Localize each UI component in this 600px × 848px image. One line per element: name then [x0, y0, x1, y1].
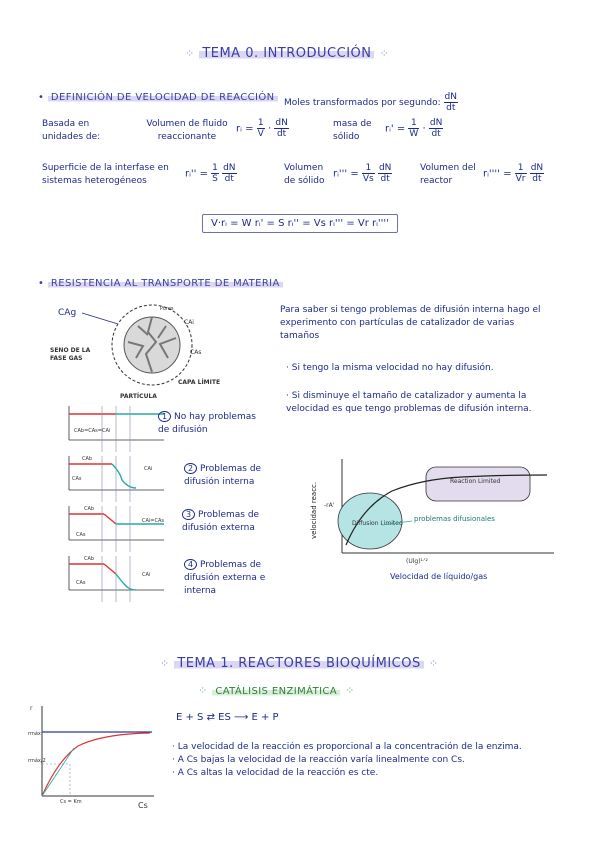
case-4-text [184, 558, 279, 598]
particula-label: PARTÍCULA [120, 393, 157, 400]
mm-curve [42, 733, 150, 796]
case-1-number: 1 [158, 411, 171, 422]
cai-label: CAi [184, 319, 194, 326]
case-2-text [184, 462, 274, 489]
frac-num: 1 [257, 118, 264, 128]
sparkle-icon: ⁘ [185, 47, 195, 60]
frac-num: dN [530, 163, 544, 173]
frac-dndt [429, 118, 443, 139]
masa-solido-label: masa de sólido [333, 119, 372, 142]
frac-dndt [530, 163, 544, 184]
mm-cs-label: Cs [138, 801, 148, 810]
tema1-title: TEMA 1. REACTORES BIOQUÍMICOS [174, 656, 423, 671]
frac-num: 1 [408, 118, 419, 129]
vol-solido-label: Volumen de sólido [284, 163, 325, 186]
graph-ra-label: -rA' [324, 502, 335, 509]
frac-num: dN [275, 118, 288, 128]
formula-rvs [333, 163, 392, 184]
seno-fase-gas-label: SENO DE LA FASE GAS [50, 347, 91, 362]
formula-rw: rᵢ' = $\frac{1}{W}$ · $\frac{dN}{dt}$ [385, 118, 443, 139]
tema1-subtitle-block [198, 679, 354, 698]
profile-case-1 [69, 406, 164, 452]
frac-den: dt [276, 129, 287, 139]
sparkle-icon: ⁘ [198, 684, 208, 697]
enzyme-bullet-list [172, 741, 592, 780]
section-resistencia-label: RESISTENCIA AL TRANSPORTE DE MATERIA [48, 278, 283, 289]
enzyme-bullet-1-text: La velocidad de la reacción es proporcional a la concentración de la enzima. [177, 742, 522, 752]
bullet-1-text: Si tengo la misma velocidad no hay difusión. [291, 363, 494, 373]
frac-den: dt [532, 174, 542, 184]
frac-1-w [408, 118, 419, 139]
frac-1-vs [362, 163, 375, 184]
section-resistencia-title [38, 278, 283, 289]
frac-num: 1 [212, 163, 218, 173]
case3-label-3: CAs [76, 532, 86, 538]
section-velocidad-title [38, 92, 278, 103]
moles-label [284, 92, 458, 113]
bullet-2-text: Si disminuye el tamaño de catalizador y aumenta la velocidad es que tengo problemas de difusión interna. [286, 391, 532, 414]
bullet-icon: · [286, 363, 289, 373]
case-2-number: 2 [184, 463, 197, 474]
frac-num: dN [378, 163, 392, 173]
frac-den: S [212, 174, 218, 184]
bullet-icon: • [38, 92, 45, 103]
case3-label-1: CAb [84, 506, 95, 512]
frac-den: dt [224, 174, 234, 184]
case-4-label: Problemas de difusión externa e interna [184, 560, 266, 596]
bullet-icon: • [38, 278, 45, 289]
bullet-icon: · [286, 391, 289, 401]
bullet-icon: · [172, 768, 175, 778]
enzyme-bullet-3 [172, 767, 592, 780]
diffusion-limited-label: Diffusion Limited [352, 520, 403, 527]
problemas-label: problemas difusionales [414, 515, 495, 523]
frac-den: V [257, 129, 264, 139]
capa-limite-label: CAPA LÍMITE [178, 379, 221, 386]
vol-reactor-label: Volumen del reactor [420, 163, 476, 186]
enzyme-bullet-1 [172, 741, 592, 754]
mm-km-label: Cs = Km [60, 799, 82, 805]
enzyme-bullet-3-text: A Cs altas la velocidad de la reacción es cte. [177, 768, 379, 778]
frac-1-s [211, 163, 219, 184]
frac-num: dN [444, 92, 457, 102]
dndt-fraction [444, 92, 458, 113]
case1-eq: CAb=CAs=CAi [74, 428, 111, 434]
difusion-intro: Para saber si tengo problemas de difusión interna hago el experimento con partículas de catalizador de varias tamaños [280, 305, 541, 341]
profile-case-2 [69, 456, 164, 502]
sparkle-icon: ⁘ [160, 657, 170, 670]
case-1-text [158, 410, 258, 437]
case2-label-2: CAs [72, 476, 82, 482]
superficie-label: Superficie de la interfase en sistemas heterogéneos [42, 163, 169, 186]
vol-fluido-label: Volumen de fluido reaccionante [146, 119, 228, 142]
case4-label-1: CAb [84, 556, 95, 562]
section-velocidad-label: DEFINICIÓN DE VELOCIDAD DE REACCIÓN [48, 92, 278, 103]
enzyme-bullet-2 [172, 754, 592, 767]
frac-1-v [257, 118, 265, 139]
difusion-bullet-2 [286, 390, 556, 416]
frac-den: W [409, 129, 419, 139]
graph-xlabel: Velocidad de líquido/gas [390, 572, 488, 581]
frac-den: Vs [362, 174, 374, 184]
frac-num: dN [223, 163, 236, 173]
formula-rs [185, 163, 237, 184]
frac-num: dN [429, 118, 443, 128]
case-1-label: No hay problemas de difusión [158, 412, 256, 435]
tema0-title-block [185, 42, 389, 61]
tema1-title-block [160, 652, 438, 671]
case3-label-2: CAi=CAs [142, 518, 165, 524]
mm-rmax-label: rmáx [28, 731, 41, 737]
case-2-label: Problemas de difusión interna [184, 464, 262, 487]
rw-symbol: rᵢ' = [385, 123, 406, 135]
cas-label: CAs [190, 349, 202, 356]
catalisis-subtitle: CATÁLISIS ENZIMÁTICA [212, 686, 340, 697]
difusion-bullet-1 [286, 362, 556, 375]
frac-dndt [378, 163, 392, 184]
rs-symbol: rᵢ'' = [185, 168, 208, 180]
graph-ylabel: velocidad reacc. [310, 481, 318, 539]
profile-case-4 [69, 556, 164, 602]
case-3-label: Problemas de difusión externa [182, 510, 260, 533]
difusion-graph [302, 455, 562, 585]
profile-case-3 [69, 506, 164, 552]
enzyme-reaction: E + S ⇄ ES ⟶ E + P [176, 712, 279, 723]
bullet-icon: · [172, 742, 175, 752]
basada-label: Basada en unidades de: [42, 119, 101, 142]
frac-num: 1 [515, 163, 527, 174]
frac-den: dt [431, 129, 441, 139]
particle-circle [124, 317, 180, 373]
bullet-icon: · [172, 755, 175, 765]
sparkle-icon: ⁘ [345, 684, 355, 697]
reaction-limited-label: Reaction Limited [450, 478, 501, 485]
rate-equality-box: V·rᵢ = W rᵢ' = S rᵢ'' = Vs rᵢ''' = Vr rᵢ'''' [202, 214, 398, 233]
tema0-title: TEMA 0. INTRODUCCIÓN [199, 46, 374, 61]
case-3-text [182, 508, 272, 535]
graph-xtick: (Ulg)¹ᐟ² [406, 558, 428, 565]
rvs-symbol: rᵢ''' = [333, 168, 359, 180]
frac-den: Vr [515, 174, 526, 184]
mm-r-label: r [30, 705, 33, 712]
enzyme-bullet-2-text: A Cs bajas la velocidad de la reacción varía linealmente con Cs. [177, 755, 465, 765]
mm-rmax2-label: rmáx/2 [28, 758, 46, 764]
rv-symbol: rᵢ = [236, 123, 254, 135]
poros-label: Poros [160, 306, 174, 312]
case-3-number: 3 [182, 509, 195, 520]
sparkle-icon: ⁘ [379, 47, 389, 60]
cag-pointer [82, 313, 118, 324]
moles-text: Moles transformados por segundo: [284, 98, 441, 108]
linear-region-line [42, 748, 74, 796]
case2-label-3: CAi [144, 466, 153, 472]
case4-label-3: CAi [142, 572, 151, 578]
michaelis-menten-plot [28, 702, 160, 812]
frac-num: 1 [362, 163, 375, 174]
cag-label: CAg [58, 308, 77, 318]
case2-label-1: CAb [82, 456, 93, 462]
formula-rv: rᵢ = $\frac{1}{V}$ · $\frac{dN}{dt}$ [236, 118, 288, 139]
frac-dndt [274, 118, 288, 139]
frac-dndt [222, 163, 236, 184]
frac-1-vr [515, 163, 527, 184]
frac-den: dt [446, 103, 456, 113]
frac-den: dt [380, 174, 390, 184]
rvr-symbol: rᵢ'''' = [483, 168, 512, 180]
case-4-number: 4 [184, 559, 197, 570]
formula-rvr [483, 163, 544, 184]
sparkle-icon: ⁘ [428, 657, 439, 670]
case4-label-2: CAs [76, 580, 86, 586]
